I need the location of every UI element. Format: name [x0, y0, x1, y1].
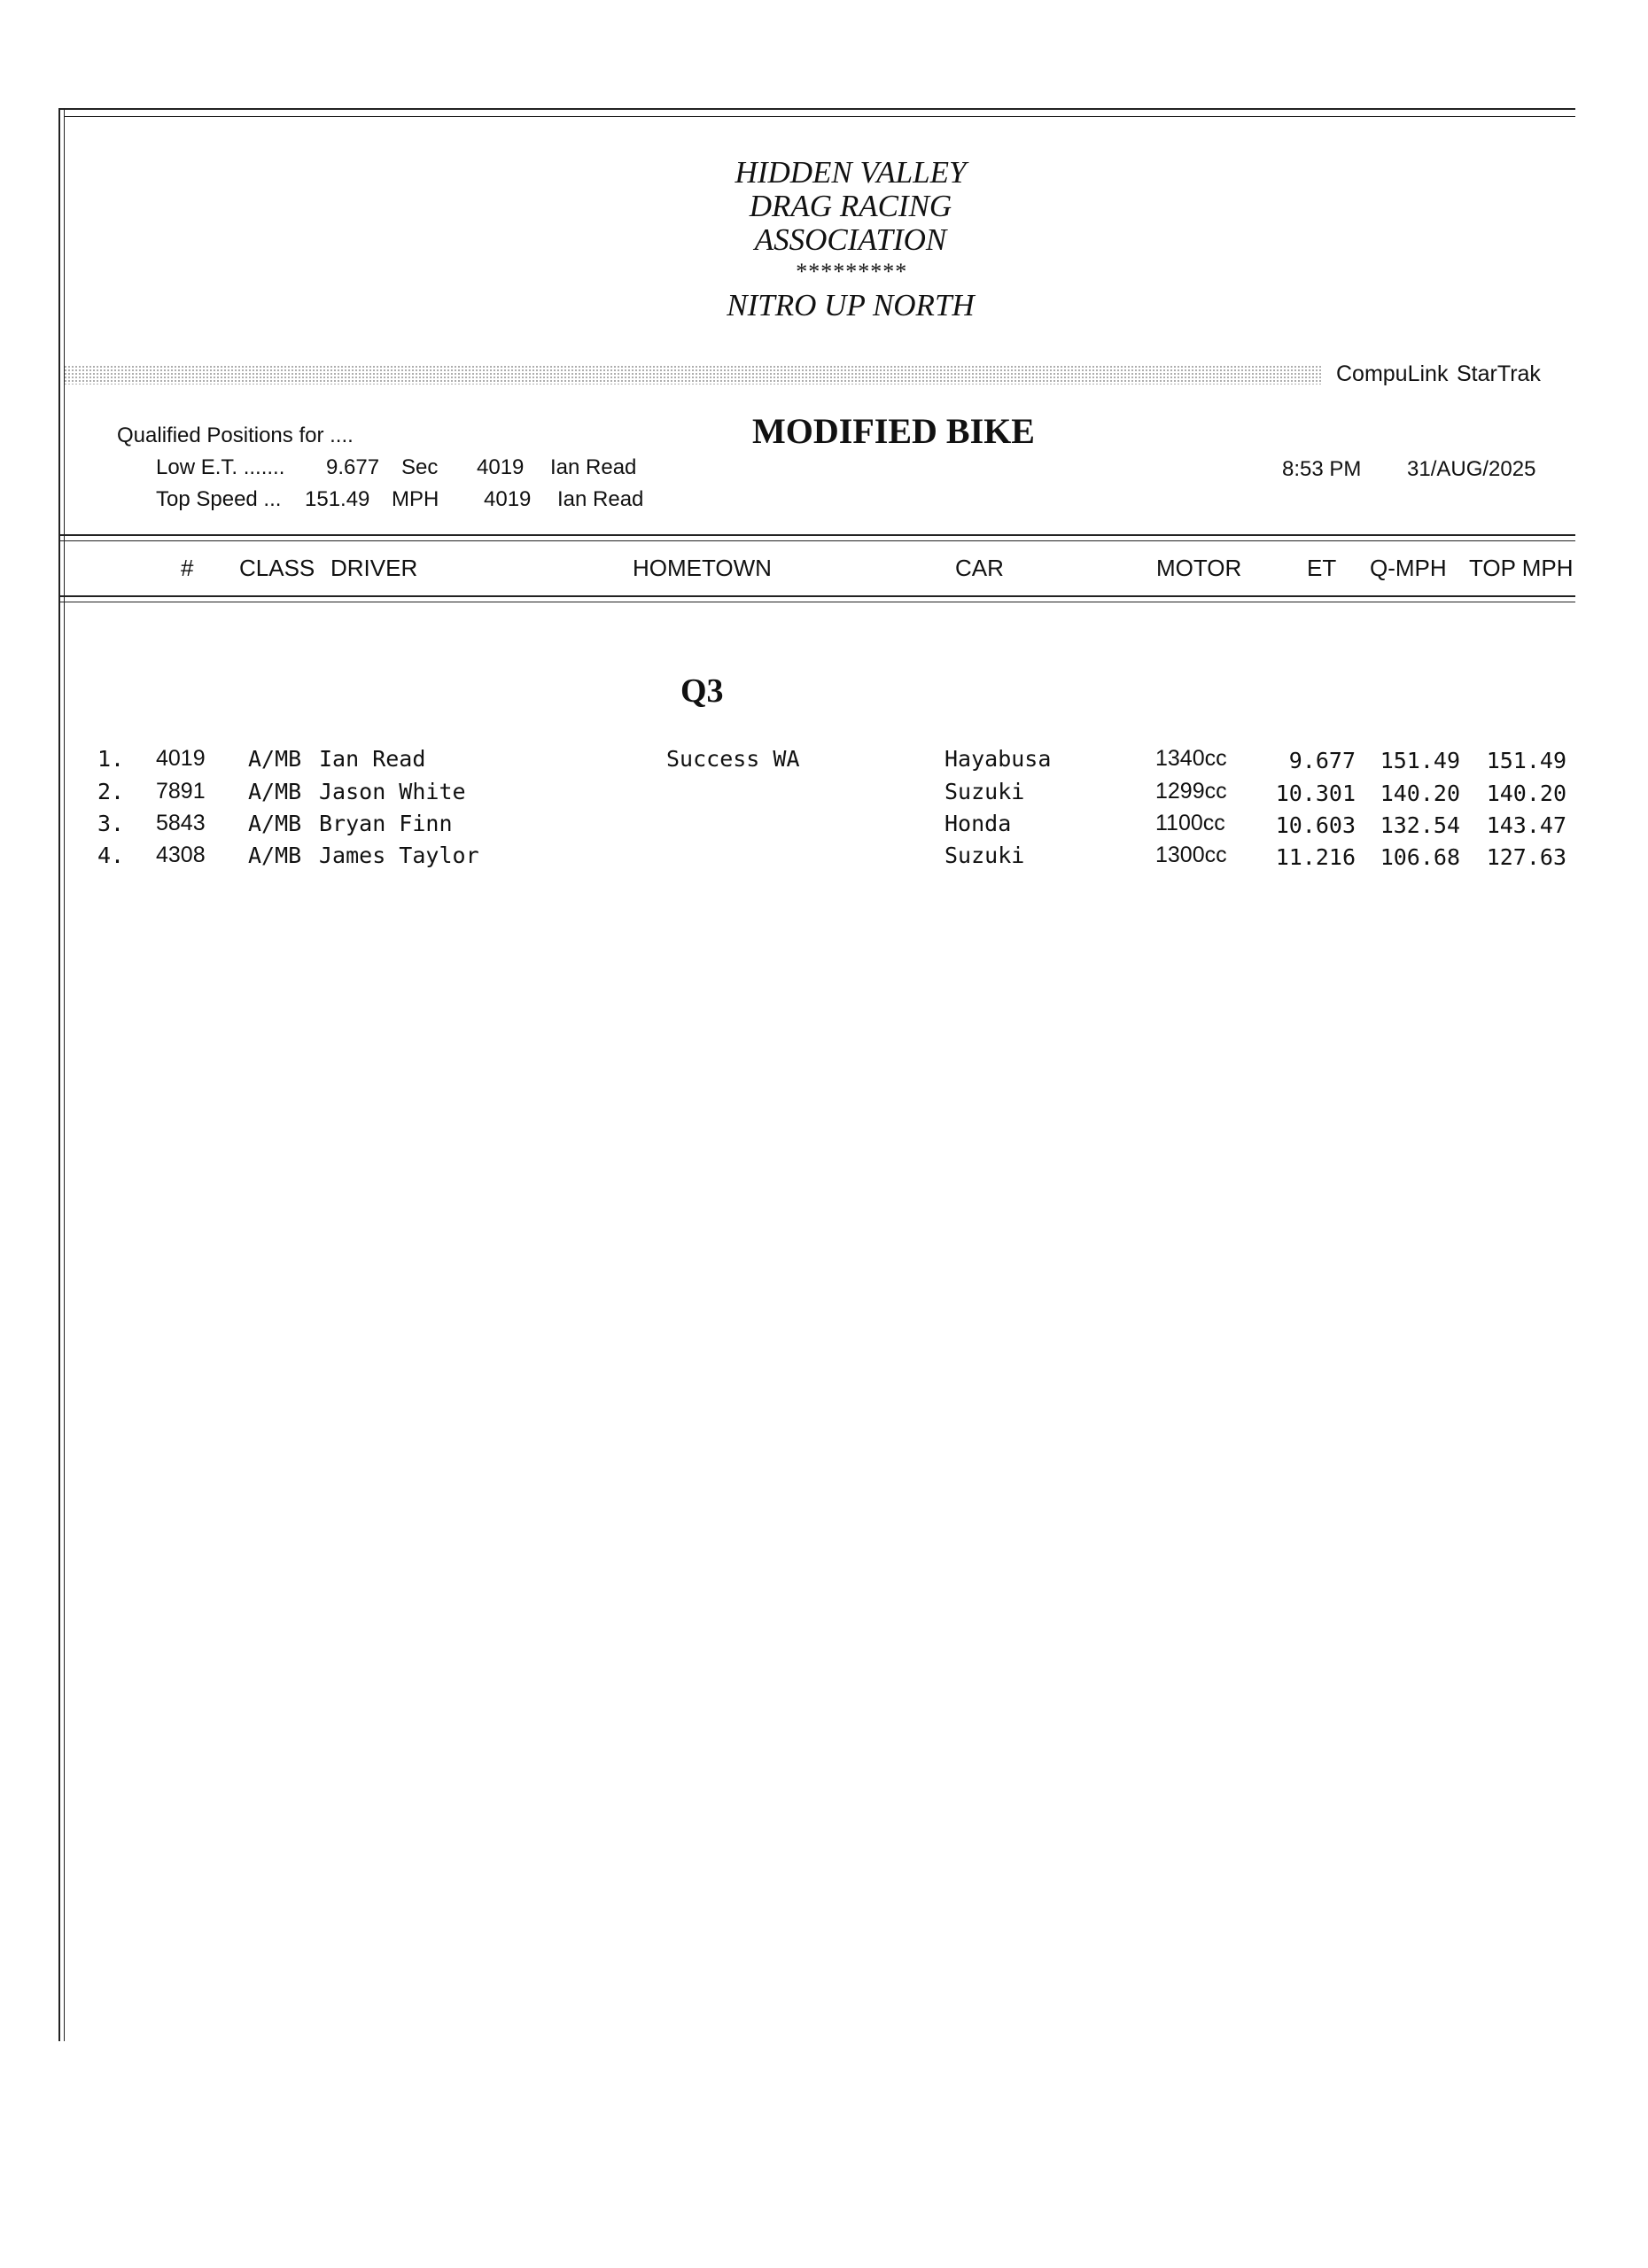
class-title: MODIFIED BIKE — [752, 411, 1035, 451]
row-qmph: 151.49 — [1380, 748, 1460, 773]
low-et-label: Low E.T. ....... — [156, 455, 285, 479]
header-rule-top-1 — [58, 534, 1575, 536]
event-name: NITRO UP NORTH — [727, 288, 975, 322]
col-motor: MOTOR — [1156, 555, 1242, 581]
row-motor: 1300cc — [1155, 843, 1227, 867]
row-car: Honda — [944, 811, 1012, 836]
row-class: A/MB — [248, 746, 302, 772]
low-et-driver: Ian Read — [550, 455, 637, 479]
row-qmph: 132.54 — [1380, 812, 1460, 838]
row-et: 10.301 — [1275, 781, 1356, 806]
row-pos: 3. — [97, 811, 125, 836]
row-qmph: 140.20 — [1380, 781, 1460, 806]
top-speed-number: 4019 — [484, 487, 532, 511]
row-motor: 1100cc — [1155, 811, 1225, 835]
low-et-unit: Sec — [401, 455, 439, 479]
row-et: 10.603 — [1275, 812, 1356, 838]
col-car: CAR — [955, 555, 1004, 581]
row-driver: Bryan Finn — [319, 811, 453, 836]
row-topmph: 143.47 — [1486, 812, 1566, 838]
row-class: A/MB — [248, 811, 302, 836]
row-car: Hayabusa — [944, 746, 1052, 772]
row-class: A/MB — [248, 843, 302, 868]
row-class: A/MB — [248, 779, 302, 804]
row-num: 4019 — [156, 746, 206, 771]
dotted-band — [64, 365, 1322, 384]
row-driver: James Taylor — [319, 843, 479, 868]
row-pos: 2. — [97, 779, 125, 804]
frame-left-inner — [64, 108, 65, 2041]
org-line-3: ASSOCIATION — [754, 222, 947, 257]
row-num: 7891 — [156, 779, 206, 804]
row-pos: 4. — [97, 843, 125, 868]
col-hometown: HOMETOWN — [633, 555, 772, 581]
top-speed-driver: Ian Read — [557, 487, 644, 511]
top-speed-unit: MPH — [392, 487, 439, 511]
header-rule-bottom-1 — [58, 595, 1575, 597]
frame-top-inner — [64, 116, 1575, 117]
row-et: 9.677 — [1288, 748, 1356, 773]
frame-left-outer — [58, 108, 60, 2041]
row-qmph: 106.68 — [1380, 844, 1460, 870]
qualified-label: Qualified Positions for .... — [117, 423, 354, 447]
report-date: 31/AUG/2025 — [1407, 457, 1536, 481]
frame-top-outer — [58, 108, 1575, 110]
top-speed-label: Top Speed ... — [156, 487, 282, 511]
row-topmph: 151.49 — [1486, 748, 1566, 773]
row-motor: 1340cc — [1155, 746, 1227, 771]
row-hometown: Success WA — [666, 746, 800, 772]
col-num: # — [181, 555, 194, 581]
org-line-1: HIDDEN VALLEY — [735, 155, 967, 190]
row-num: 4308 — [156, 843, 206, 867]
report-time: 8:53 PM — [1282, 457, 1362, 481]
row-topmph: 140.20 — [1486, 781, 1566, 806]
row-num: 5843 — [156, 811, 206, 835]
header-rule-top-2 — [58, 540, 1575, 541]
low-et-number: 4019 — [477, 455, 525, 479]
col-driver: DRIVER — [330, 555, 418, 581]
round-label: Q3 — [680, 672, 724, 710]
col-class: CLASS — [239, 555, 315, 581]
row-et: 11.216 — [1275, 844, 1356, 870]
row-car: Suzuki — [944, 843, 1025, 868]
col-et: ET — [1307, 555, 1337, 581]
org-line-2: DRAG RACING — [749, 189, 952, 223]
row-motor: 1299cc — [1155, 779, 1227, 804]
col-topmph: TOP MPH — [1469, 555, 1574, 581]
row-topmph: 127.63 — [1486, 844, 1566, 870]
row-driver: Ian Read — [319, 746, 426, 772]
brand-compulink: CompuLink — [1336, 361, 1449, 386]
low-et-value: 9.677 — [326, 455, 380, 479]
org-stars: ********* — [795, 259, 906, 284]
brand-startrak: StarTrak — [1457, 361, 1541, 386]
row-driver: Jason White — [319, 779, 466, 804]
top-speed-value: 151.49 — [305, 487, 370, 511]
col-qmph: Q-MPH — [1370, 555, 1447, 581]
row-pos: 1. — [97, 746, 125, 772]
row-car: Suzuki — [944, 779, 1025, 804]
